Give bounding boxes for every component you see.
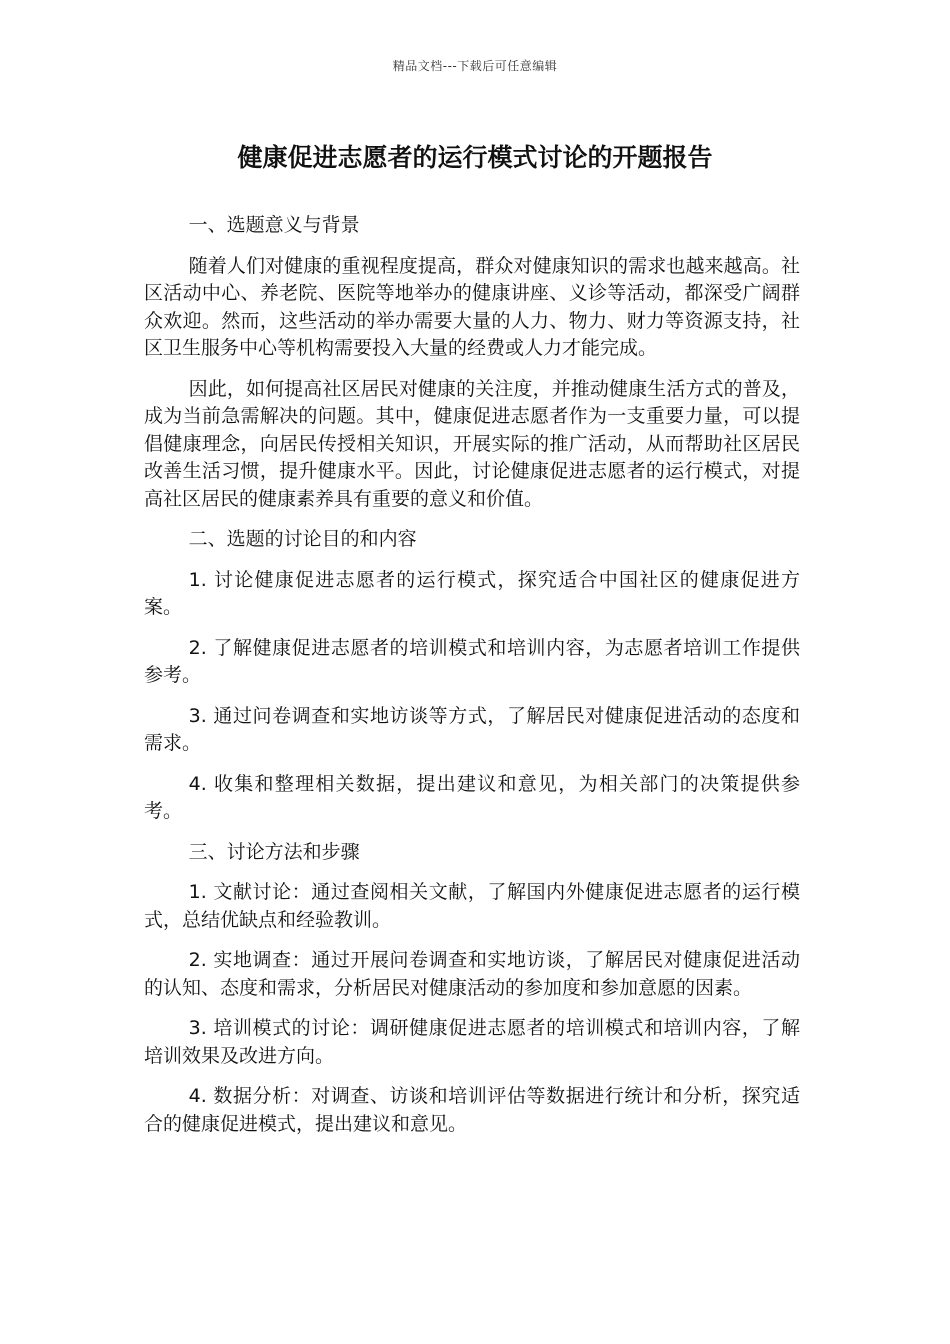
section-1-paragraph-1: 随着人们对健康的重视程度提高，群众对健康知识的需求也越来越高。社区活动中心、养老院、医院等地举办的健康讲座、义诊等活动，都深受广阔群众欢迎。然而，这些活动的举办需要大量的人力、物力、财力等资源支持，社区卫生服务中心等机构需要投入大量的经费或人力才能完成。 (144, 254, 800, 359)
section-3-item-1: 1. 文献讨论：通过查阅相关文献，了解国内外健康促进志愿者的运行模式，总结优缺点和经验教训。 (144, 881, 800, 931)
page-title: 健康促进志愿者的运行模式讨论的开题报告 (237, 143, 713, 172)
section-heading-3: 三、讨论方法和步骤 (188, 840, 360, 863)
document-body (144, 212, 800, 1151)
section-heading-1: 一、选题意义与背景 (188, 214, 360, 236)
section-3-item-3: 3. 培训模式的讨论：调研健康促进志愿者的培训模式和培训内容，了解培训效果及改进方向。 (144, 1017, 800, 1067)
section-2-item-4: 4. 收集和整理相关数据，提出建议和意见，为相关部门的决策提供参考。 (144, 772, 800, 822)
header-note: 精品文档---下载后可任意编辑 (392, 59, 558, 73)
section-2-item-3: 3. 通过问卷调查和实地访谈等方式，了解居民对健康促进活动的态度和需求。 (144, 704, 800, 754)
section-3-item-4: 4. 数据分析：对调查、访谈和培训评估等数据进行统计和分析，探究适合的健康促进模式，提出建议和意见。 (144, 1085, 800, 1135)
section-2-item-1: 1. 讨论健康促进志愿者的运行模式，探究适合中国社区的健康促进方案。 (144, 568, 800, 618)
section-3-item-2: 2. 实地调查：通过开展问卷调查和实地访谈，了解居民对健康促进活动的认知、态度和需求，分析居民对健康活动的参加度和参加意愿的因素。 (144, 949, 800, 999)
section-1-paragraph-2: 因此，如何提高社区居民对健康的关注度，并推动健康生活方式的普及，成为当前急需解决的问题。其中，健康促进志愿者作为一支重要力量，可以提倡健康理念，向居民传授相关知识，开展实际的推广活动，从而帮助社区居民改善生活习惯，提升健康水平。因此，讨论健康促进志愿者的运行模式，对提高社区居民的健康素养具有重要的意义和价值。 (144, 377, 800, 510)
section-2-item-2: 2. 了解健康促进志愿者的培训模式和培训内容，为志愿者培训工作提供参考。 (144, 636, 800, 686)
section-heading-2: 二、选题的讨论目的和内容 (188, 528, 417, 550)
